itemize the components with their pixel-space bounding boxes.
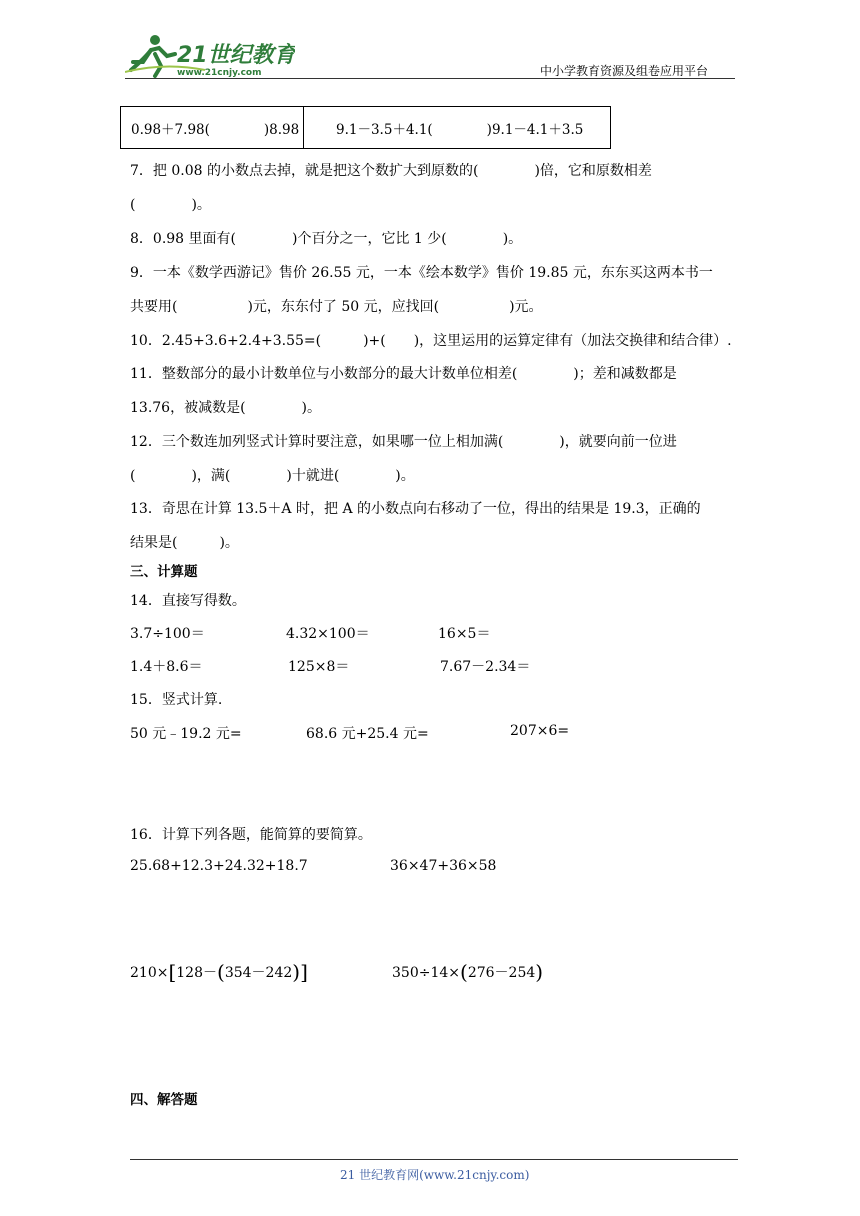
q15-item: 207×6= [510, 723, 570, 739]
q14-title: 14．直接写得数。 [130, 593, 246, 609]
q15-item: 68.6 元+25.4 元= [306, 726, 429, 742]
q9-line2: 共要用( )元，东东付了 50 元，应找回( )元。 [130, 299, 543, 315]
section-3-title: 三、计算题 [130, 564, 198, 580]
compare-table [120, 106, 611, 149]
q12-line1: 12．三个数连加列竖式计算时要注意，如果哪一位上相加满( )，就要向前一位进 [130, 434, 677, 450]
footer-link[interactable]: 21 世纪教育网(www.21cnjy.com) [340, 1168, 530, 1182]
q7-line1: 7．把 0.08 的小数点去掉，就是把这个数扩大到原数的( )倍，它和原数相差 [130, 163, 652, 179]
q14-item: 4.32×100＝ [286, 626, 370, 642]
site-logo [125, 32, 295, 78]
q14-item: 125×8＝ [288, 659, 350, 675]
q16-item: 25.68+12.3+24.32+18.7 [130, 858, 308, 874]
q15-title: 15．竖式计算. [130, 692, 223, 708]
header-divider [125, 78, 735, 79]
svg-text:www.21cnjy.com: www.21cnjy.com [177, 68, 262, 78]
q14-item: 1.4＋8.6＝ [130, 659, 203, 675]
footer-divider [130, 1159, 738, 1160]
q13-line1: 13．奇思在计算 13.5＋A 时，把 A 的小数点向右移动了一位，得出的结果是 19.3，正确的 [130, 501, 701, 517]
q14-item: 7.67－2.34＝ [440, 659, 531, 675]
runner-logo-icon [125, 32, 295, 78]
q16-expr-4: 350÷14×(276－254) [392, 960, 544, 984]
q10-line1: 10．2.45+3.6+2.4+3.55=( )+( )，这里运用的运算定律有（加法交换律和结合律）. [130, 333, 732, 349]
section-4-title: 四、解答题 [130, 1092, 198, 1108]
q16-expr-3: 210×[128－(354－242)] [130, 960, 308, 984]
svg-text:21世纪教育: 21世纪教育 [177, 43, 295, 68]
compare-cell-2: 9.1－3.5＋4.1( )9.1－4.1＋3.5 [336, 121, 584, 138]
q14-item: 16×5＝ [438, 626, 491, 642]
platform-name: 中小学教育资源及组卷应用平台 [540, 64, 709, 78]
q14-item: 3.7÷100＝ [130, 626, 205, 642]
q16-title: 16．计算下列各题，能简算的要简算。 [130, 827, 372, 843]
q13-line2: 结果是( )。 [130, 535, 239, 551]
q11-line1: 11．整数部分的最小计数单位与小数部分的最大计数单位相差( )；差和减数都是 [130, 366, 677, 382]
compare-cell-1: 0.98＋7.98( )8.98 [121, 107, 304, 148]
q9-line1: 9．一本《数学西游记》售价 26.55 元，一本《绘本数学》售价 19.85 元，东东买这两本书一 [130, 265, 713, 281]
q8-line1: 8．0.98 里面有( )个百分之一，它比 1 少( )。 [130, 231, 523, 247]
q15-item: 50 元﹣19.2 元= [130, 726, 242, 742]
q12-line2: ( )，满( )十就进( )。 [130, 468, 415, 484]
q11-line2: 13.76，被减数是( )。 [130, 400, 322, 416]
q7-line2: ( )。 [130, 197, 211, 213]
q16-item: 36×47+36×58 [390, 858, 497, 874]
